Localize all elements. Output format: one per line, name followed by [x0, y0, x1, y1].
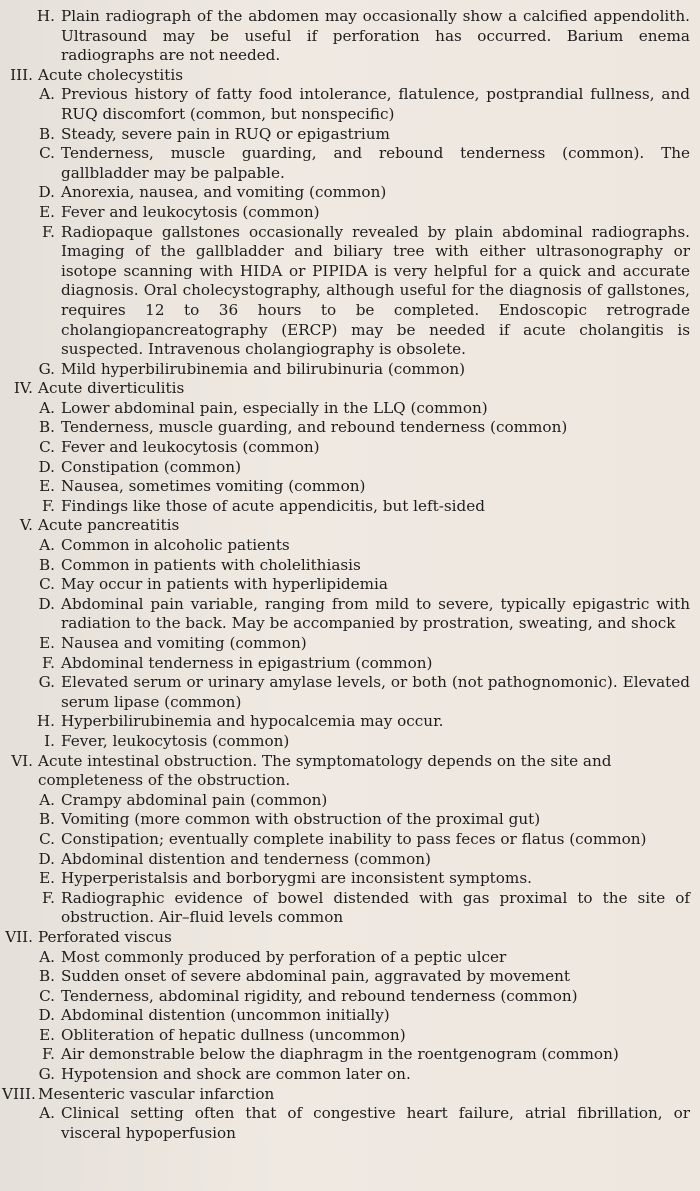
item-text: Air demonstrable below the diaphragm in the roentgenogram (common) [61, 1045, 619, 1064]
section-numeral: VI. [11, 751, 33, 770]
list-item [0, 869, 694, 889]
item-text: Abdominal pain variable, ranging from mild to severe, typically epigastric with radiation to the back. May be accompanied by prostration, sweating, and shock [61, 594, 690, 633]
item-letter: I. [44, 731, 55, 750]
item-text: May occur in patients with hyperlipidemia [61, 575, 388, 594]
item-text: Common in alcoholic patients [61, 536, 290, 555]
outline-section [0, 928, 694, 1085]
item-letter: E. [39, 202, 55, 221]
item-letter: B. [39, 124, 55, 143]
item-text: Fever and leukocytosis (common) [61, 202, 320, 221]
item-text: Hyperperistalsis and borborygmi are inconsistent symptoms. [61, 869, 532, 888]
list-item [0, 223, 694, 360]
item-letter: B. [39, 418, 55, 437]
item-letter: A. [39, 536, 55, 555]
item-text: Radiographic evidence of bowel distended with gas proximal to the site of obstruction. Air–fluid levels common [61, 888, 690, 927]
item-letter: G. [38, 1065, 55, 1084]
section-heading [0, 752, 694, 791]
list-item [0, 360, 694, 380]
section-heading [0, 379, 694, 399]
section-heading [0, 516, 694, 536]
item-text: Plain radiograph of the abdomen may occasionally show a calcified appendolith. Ultrasound may be useful if perforation has occurred. Barium enema radiographs are not needed. [61, 7, 690, 65]
section-numeral: III. [10, 65, 33, 84]
list-item [0, 556, 694, 576]
item-letter: C. [39, 575, 55, 594]
item-letter: C. [39, 438, 55, 457]
item-text: Abdominal tenderness in epigastrium (common) [61, 653, 433, 672]
outline-section [0, 66, 694, 380]
item-text: Hypotension and shock are common later on. [61, 1065, 411, 1084]
item-letter: E. [39, 634, 55, 652]
item-letter: G. [38, 673, 55, 692]
list-item [0, 1045, 694, 1065]
list-item [0, 438, 694, 458]
section-heading [0, 928, 694, 948]
list-item [0, 810, 694, 830]
item-letter: G. [38, 359, 55, 378]
item-letter: A. [39, 398, 55, 417]
item-letter: F. [42, 1045, 55, 1064]
list-item [0, 536, 694, 556]
list-item [0, 1006, 694, 1026]
section-title: Mesenteric vascular infarction [38, 1084, 275, 1103]
list-item [0, 125, 694, 145]
sections-container [0, 66, 694, 1144]
item-text: Mild hyperbilirubinemia and bilirubinuria (common) [61, 359, 466, 378]
item-letter: B. [39, 967, 55, 986]
list-item [0, 1065, 694, 1085]
item-text: Sudden onset of severe abdominal pain, aggravated by movement [61, 967, 570, 986]
item-text: Crampy abdominal pain (common) [61, 790, 328, 809]
item-text: Lower abdominal pain, especially in the LLQ (common) [61, 398, 488, 417]
list-item [0, 595, 694, 634]
item-letter: D. [38, 594, 55, 613]
list-item [0, 477, 694, 497]
list-item [0, 850, 694, 870]
list-item [0, 7, 694, 66]
list-item [0, 634, 694, 654]
item-letter: C. [39, 986, 55, 1005]
item-text: Radiopaque gallstones occasionally revealed by plain abdominal radiographs. Imaging of the gallbladder and biliary tree with either ultrasonography or isotope scanning with HIDA or PIPIDA is very helpful for a quick and accurate diagnosis. Oral cholecystography, although useful for the diagnosis of gallstones, requires 12 to 36 hours to be completed. Endoscopic retrograde cholangiopancreatography (ERCP) may be needed if acute cholangitis is suspected. Intravenous cholangiography is obsolete. [61, 222, 690, 359]
item-letter: C. [39, 829, 55, 848]
item-text: Fever and leukocytosis (common) [61, 438, 320, 457]
section-title: Acute diverticulitis [38, 379, 185, 398]
item-text: Common in patients with cholelithiasis [61, 555, 361, 574]
item-text: Most commonly produced by perforation of a peptic ulcer [61, 947, 507, 966]
item-text: Tenderness, muscle guarding, and rebound tenderness (common) [61, 418, 568, 437]
item-letter: F. [42, 653, 55, 672]
item-letter: A. [39, 947, 55, 966]
item-letter: C. [39, 144, 55, 163]
item-text: Nausea, sometimes vomiting (common) [61, 477, 366, 496]
item-letter: E. [39, 477, 55, 496]
list-item [0, 497, 694, 517]
list-item [0, 967, 694, 987]
item-text: Hyperbilirubinemia and hypocalcemia may occur. [61, 712, 444, 731]
item-text: Anorexia, nausea, and vomiting (common) [61, 183, 387, 202]
list-item [0, 85, 694, 124]
item-letter: E. [39, 1025, 55, 1044]
section-title: Perforated viscus [38, 927, 172, 946]
section-numeral: VII. [5, 927, 33, 946]
item-letter: F. [42, 222, 55, 241]
list-item [0, 575, 694, 595]
list-item [0, 144, 694, 183]
item-text: Constipation (common) [61, 457, 242, 476]
outline-section [0, 1085, 694, 1144]
item-text: Abdominal distention and tenderness (common) [61, 849, 431, 868]
item-text: Obliteration of hepatic dullness (uncommon) [61, 1025, 406, 1044]
item-letter: B. [39, 555, 55, 574]
section-title: Acute cholecystitis [38, 65, 184, 84]
item-text: Tenderness, abdominal rigidity, and rebound tenderness (common) [61, 986, 578, 1005]
item-text: Fever, leukocytosis (common) [61, 731, 290, 750]
list-item [0, 654, 694, 674]
outline-section [0, 752, 694, 928]
item-letter: D. [38, 1006, 55, 1025]
outline-section [0, 516, 694, 751]
list-item [0, 1104, 694, 1143]
item-text: Vomiting (more common with obstruction of the proximal gut) [61, 810, 541, 829]
list-item [0, 948, 694, 968]
list-item [0, 458, 694, 478]
item-letter: H. [36, 7, 55, 25]
item-letter: A. [39, 1104, 55, 1123]
list-item [0, 712, 694, 732]
item-text: Elevated serum or urinary amylase levels, or both (not pathognomonic). Elevated serum lipase (common) [61, 673, 690, 711]
list-item [0, 203, 694, 223]
list-item [0, 418, 694, 438]
item-letter: F. [42, 496, 55, 515]
item-letter: D. [38, 849, 55, 868]
section-numeral: VIII. [2, 1084, 36, 1103]
section-heading [0, 1085, 694, 1105]
section-title: Acute intestinal obstruction. The symptomatology depends on the site and completeness of the obstruction. [38, 751, 612, 790]
item-text: Previous history of fatty food intolerance, flatulence, postprandial fullness, and RUQ discomfort (common, but nonspecific) [61, 85, 690, 123]
list-item [0, 1026, 694, 1046]
item-letter: F. [42, 888, 55, 907]
item-letter: E. [39, 869, 55, 888]
item-letter: D. [38, 457, 55, 476]
list-item [0, 830, 694, 850]
item-letter: A. [39, 790, 55, 809]
outline-section [0, 379, 694, 516]
section-title: Acute pancreatitis [38, 516, 180, 535]
item-text: Findings like those of acute appendicitis, but left-sided [61, 496, 485, 515]
document-body [0, 7, 694, 1143]
list-item [0, 791, 694, 811]
list-item [0, 732, 694, 752]
list-item [0, 399, 694, 419]
list-item [0, 183, 694, 203]
item-text: Abdominal distention (uncommon initially) [61, 1006, 390, 1025]
item-letter: A. [39, 85, 55, 104]
item-letter: H. [36, 712, 55, 731]
item-letter: D. [38, 183, 55, 202]
list-item [0, 987, 694, 1007]
item-text: Nausea and vomiting (common) [61, 634, 307, 652]
list-item [0, 889, 694, 928]
item-text: Steady, severe pain in RUQ or epigastrium [61, 124, 390, 143]
section-numeral: V. [19, 516, 33, 535]
item-text: Tenderness, muscle guarding, and rebound tenderness (common). The gallbladder may be palpable. [61, 144, 690, 182]
item-text: Clinical setting often that of congestive heart failure, atrial fibrillation, or visceral hypoperfusion [61, 1104, 690, 1142]
item-text: Constipation; eventually complete inability to pass feces or flatus (common) [61, 829, 647, 848]
section-heading [0, 66, 694, 86]
list-item [0, 673, 694, 712]
section-numeral: IV. [13, 379, 33, 398]
item-letter: B. [39, 810, 55, 829]
